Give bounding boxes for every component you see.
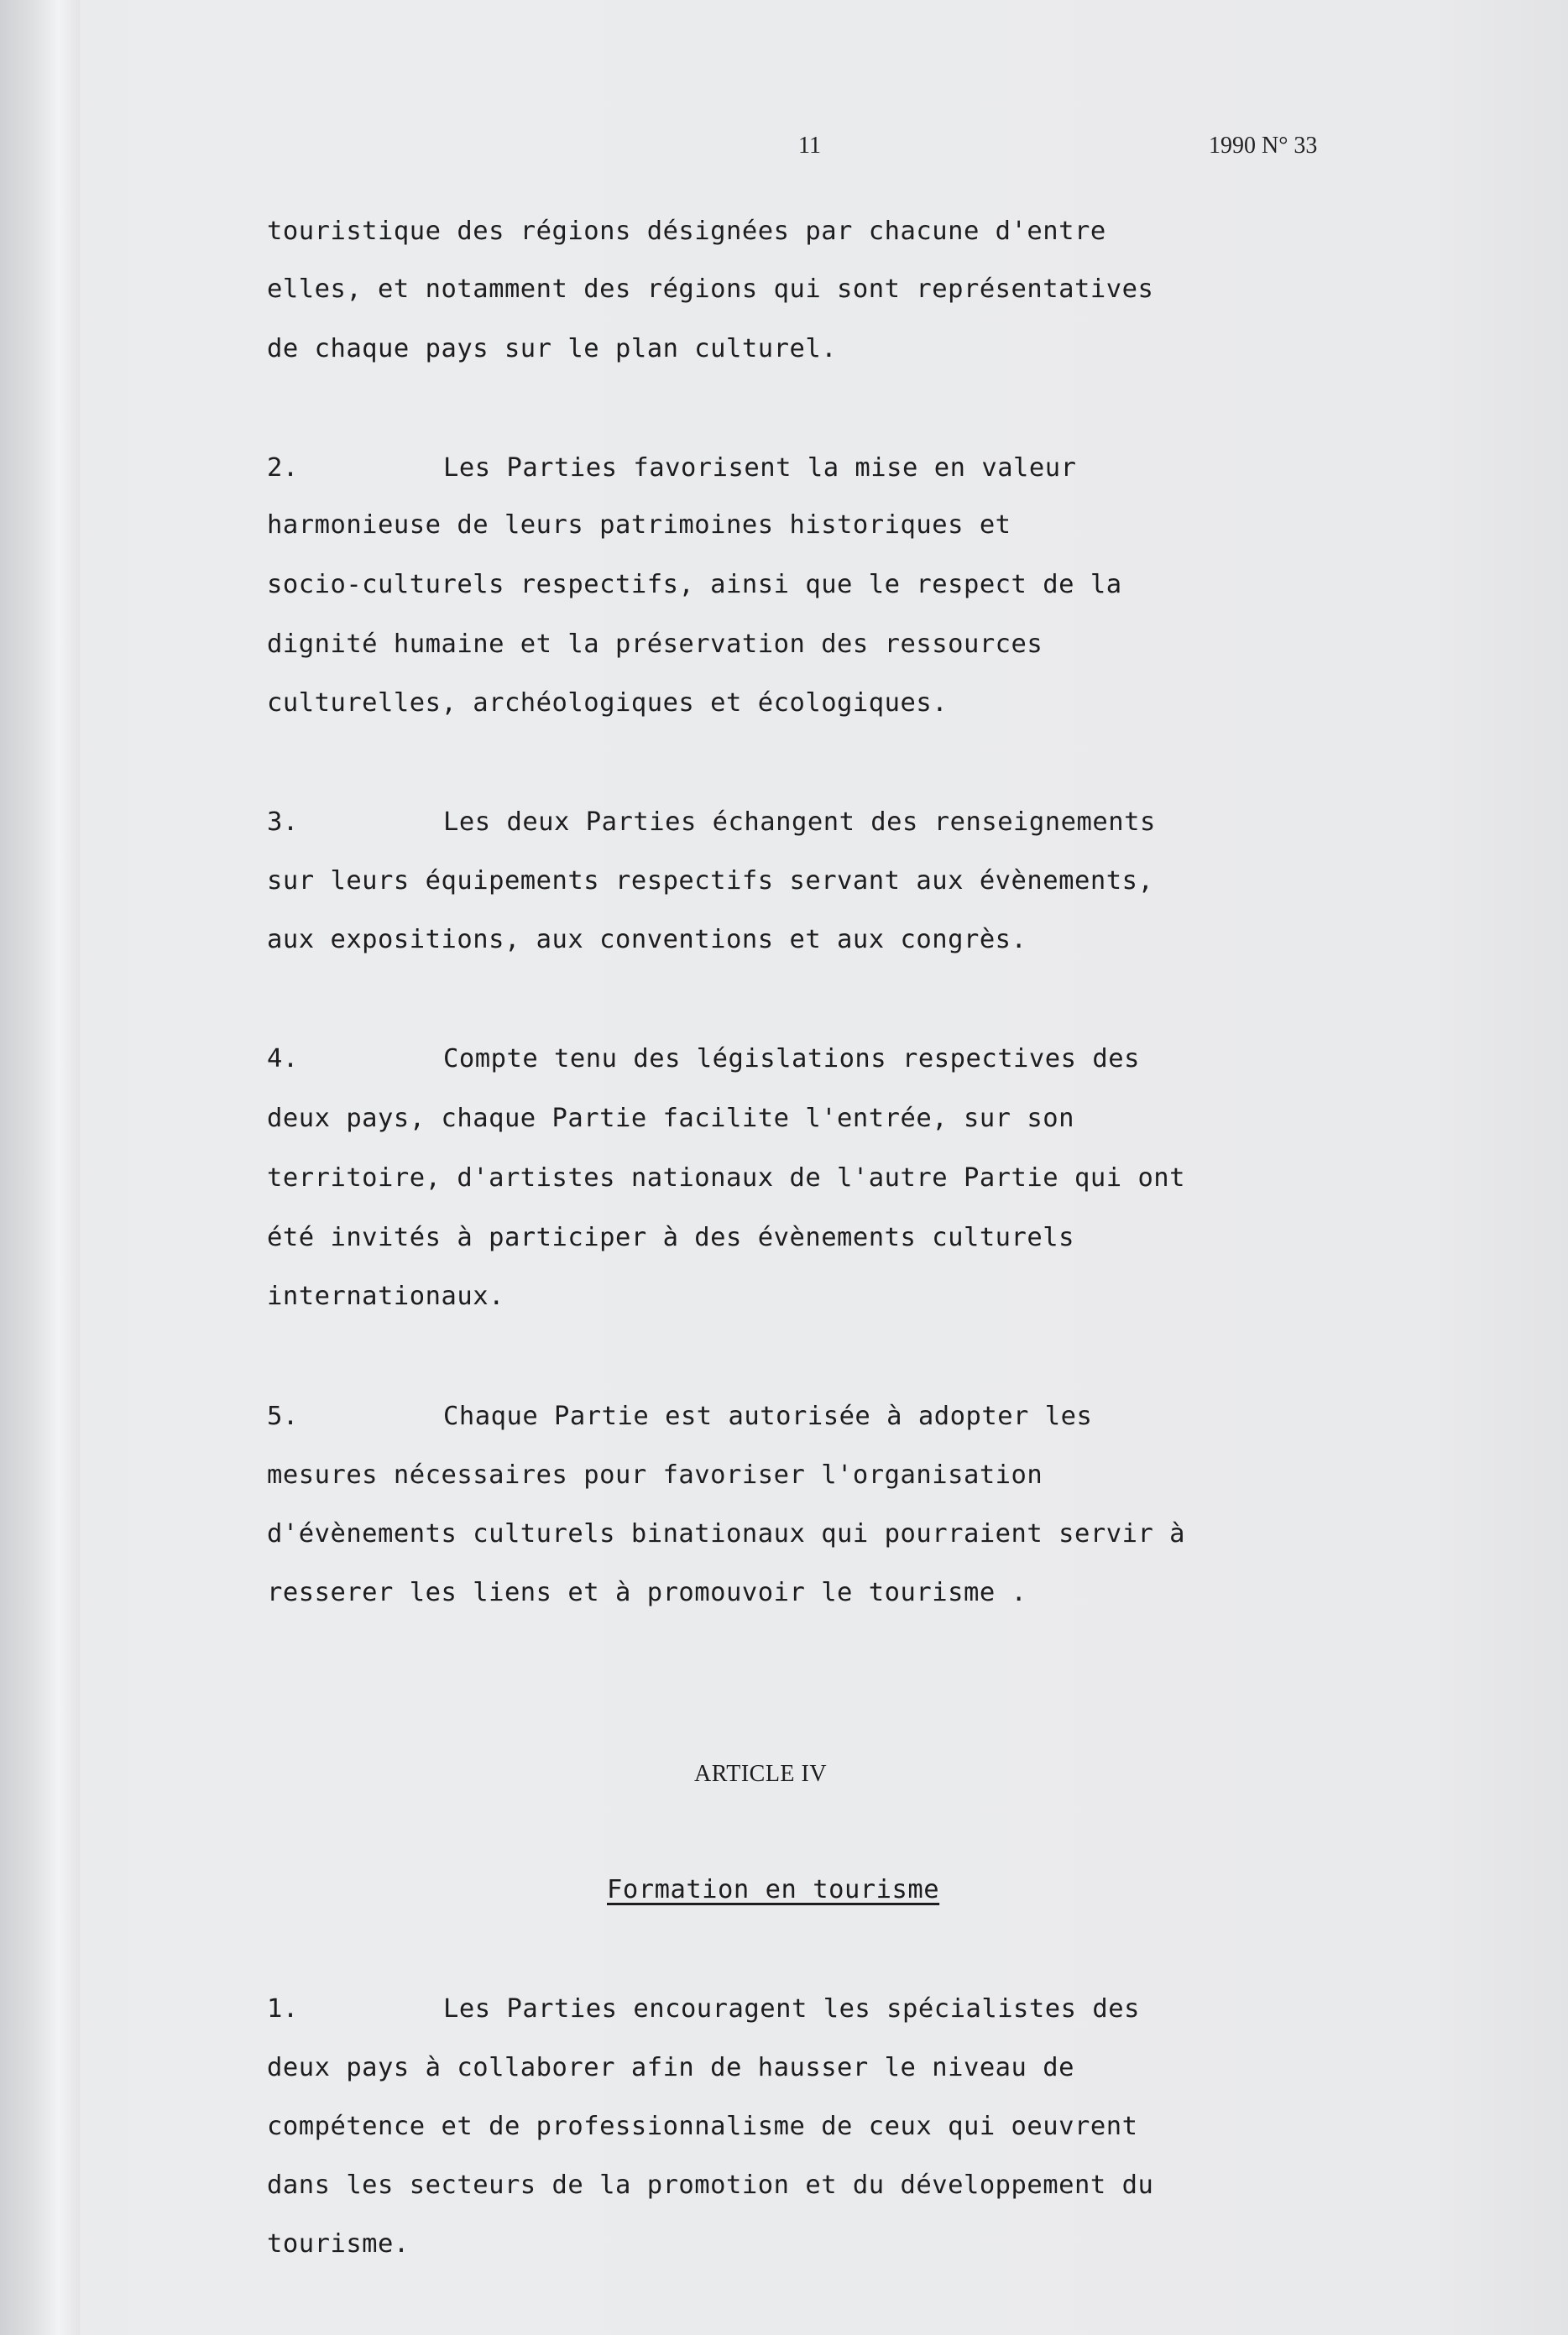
text-line: été invités à participer à des évènements culturels bbox=[267, 1223, 1074, 1252]
paragraph-first-line: Les deux Parties échangent des renseignements bbox=[443, 807, 1156, 837]
text-line: culturelles, archéologiques et écologiques. bbox=[267, 688, 949, 718]
paragraph-first-line: Chaque Partie est autorisée à adopter les bbox=[443, 1402, 1093, 1431]
paragraph-first-line: Les Parties encouragent les spécialistes des bbox=[443, 1994, 1140, 2024]
text-line: elles, et notamment des régions qui sont représentatives bbox=[267, 274, 1154, 304]
paragraph-number: 5. bbox=[267, 1402, 299, 1431]
text-line: dans les secteurs de la promotion et du développement du bbox=[267, 2170, 1154, 2200]
text-line: dignité humaine et la préservation des ressources bbox=[267, 629, 1043, 659]
paragraph-number: 4. bbox=[267, 1044, 299, 1073]
page-number: 11 bbox=[798, 133, 821, 159]
paragraph-first-line: Les Parties favorisent la mise en valeur bbox=[443, 453, 1077, 483]
paragraph-first-line: Compte tenu des législations respectives des bbox=[443, 1044, 1140, 1073]
text-line: compétence et de professionnalisme de ceux qui oeuvrent bbox=[267, 2112, 1138, 2141]
text-line: socio-culturels respectifs, ainsi que le respect de la bbox=[267, 570, 1122, 599]
text-line: d'évènements culturels binationaux qui pourraient servir à bbox=[267, 1519, 1186, 1549]
page-binding-edge bbox=[0, 0, 80, 2335]
text-line: harmonieuse de leurs patrimoines historiques et bbox=[267, 510, 1011, 540]
section-title: Formation en tourisme bbox=[607, 1875, 940, 1904]
text-line: internationaux. bbox=[267, 1282, 504, 1311]
text-line: territoire, d'artistes nationaux de l'autre Partie qui ont bbox=[267, 1163, 1186, 1193]
paragraph-number: 3. bbox=[267, 807, 299, 837]
text-line: tourisme. bbox=[267, 2229, 410, 2259]
text-line: de chaque pays sur le plan culturel. bbox=[267, 334, 838, 363]
text-line: deux pays, chaque Partie facilite l'entrée, sur son bbox=[267, 1104, 1074, 1133]
paragraph-number: 1. bbox=[267, 1994, 299, 2024]
paragraph-number: 2. bbox=[267, 453, 299, 483]
article-heading: ARTICLE IV bbox=[694, 1761, 828, 1787]
text-line: touristique des régions désignées par chacune d'entre bbox=[267, 217, 1106, 246]
text-line: mesures nécessaires pour favoriser l'organisation bbox=[267, 1460, 1043, 1490]
document-reference: 1990 N° 33 bbox=[1209, 133, 1318, 159]
text-line: aux expositions, aux conventions et aux congrès. bbox=[267, 925, 1027, 954]
text-line: deux pays à collaborer afin de hausser le niveau de bbox=[267, 2053, 1074, 2082]
text-line: sur leurs équipements respectifs servant aux évènements, bbox=[267, 866, 1154, 896]
text-line: resserer les liens et à promouvoir le tourisme . bbox=[267, 1578, 1027, 1607]
